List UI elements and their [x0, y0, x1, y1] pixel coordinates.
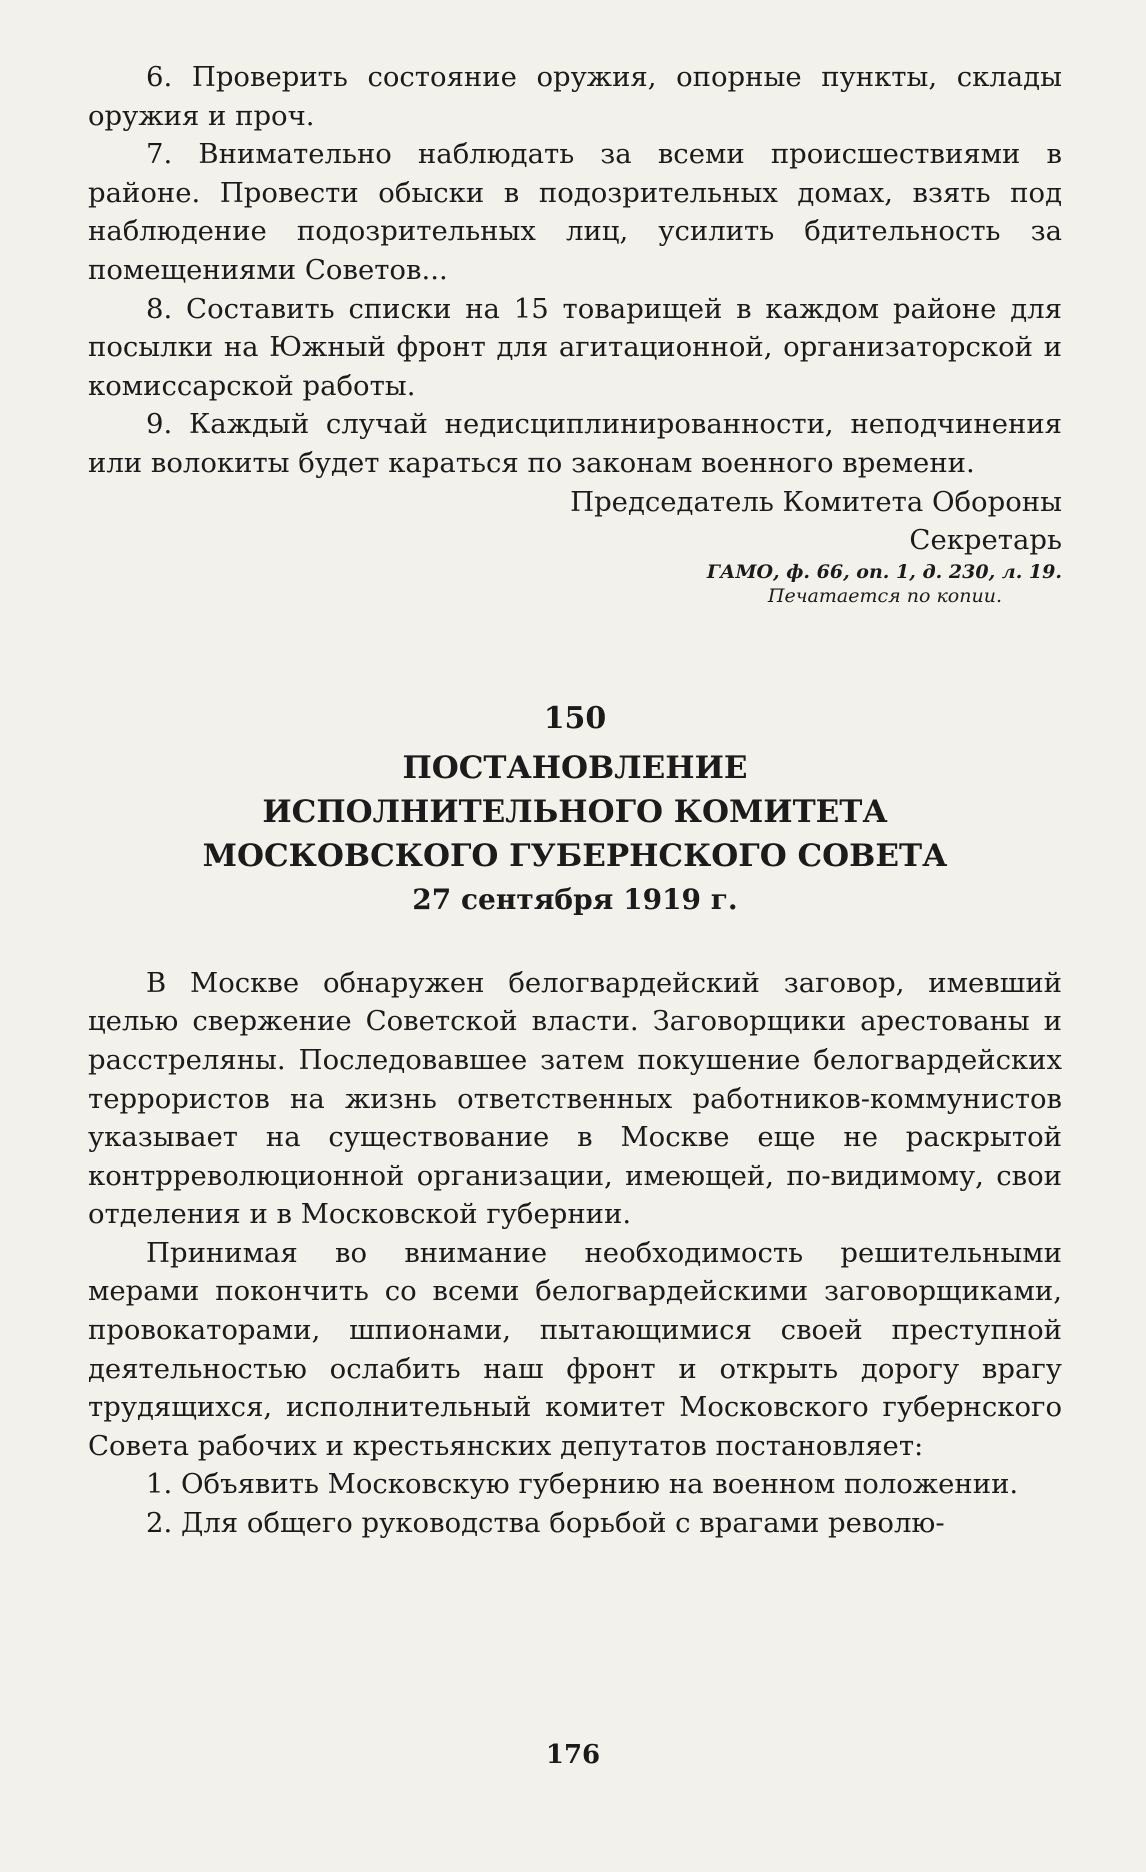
body-paragraph: В Москве обнаружен белогвардейский заговор, имевший целью свержение Советской власти. Заговорщики арестованы и расстреляны. Последовавшее затем покушение белогвардейских террористов на жизнь ответственных работников-коммунистов указывает на существование в Москве еще не раскрытой контрреволюционной организации, имеющей, по-видимому, свои отделения и в Московской губернии. [88, 966, 1062, 1231]
signature-secretary: Секретарь [909, 524, 1062, 557]
list-item: 7. Внимательно наблюдать за всеми происшествиями в районе. Провести обыски в подозрительных домах, взять под наблюдение подозрительных лиц, усилить бдительность за помещениями Советов... [88, 138, 1062, 286]
document-number: 150 [543, 700, 607, 736]
document-title-line-1: ПОСТАНОВЛЕНИЕ [402, 749, 748, 786]
document-date: 27 сентября 1919 г. [412, 882, 738, 916]
list-item: 6. Проверить состояние оружия, опорные пункты, склады оружия и проч. [88, 61, 1062, 132]
page-number: 176 [545, 1740, 601, 1770]
source-note: Печатается по копии. [767, 584, 1002, 607]
document-title-line-3: МОСКОВСКОГО ГУБЕРНСКОГО СОВЕТА [202, 837, 948, 874]
body-paragraph: 2. Для общего руководства борьбой с врагами револю- [146, 1507, 945, 1540]
archive-source [88, 560, 1062, 608]
list-item: 9. Каждый случай недисциплинированности, неподчинения или волокиты будет караться по законам военного времени. [88, 408, 1062, 479]
body-paragraph: Принимая во внимание необходимость решительными мерами покончить со всеми белогвардейскими заговорщиками, провокаторами, шпионами, пытающимися своей преступной деятельностью ослабить наш фронт и открыть дорогу врагу трудящихся, исполнительный комитет Московского губернского Совета рабочих и крестьянских депутатов постановляет: [88, 1236, 1062, 1462]
document-title-line-2: ИСПОЛНИТЕЛЬНОГО КОМИТЕТА [262, 793, 888, 830]
list-item: 8. Составить списки на 15 товарищей в каждом районе для посылки на Южный фронт для агитационной, организаторской и комиссарской работы. [88, 292, 1062, 402]
archive-reference: ГАМО, ф. 66, оп. 1, д. 230, л. 19. [706, 560, 1062, 583]
signature-chair: Председатель Комитета Обороны [570, 485, 1062, 518]
body-paragraph: 1. Объявить Московскую губернию на военном положении. [146, 1468, 1019, 1501]
